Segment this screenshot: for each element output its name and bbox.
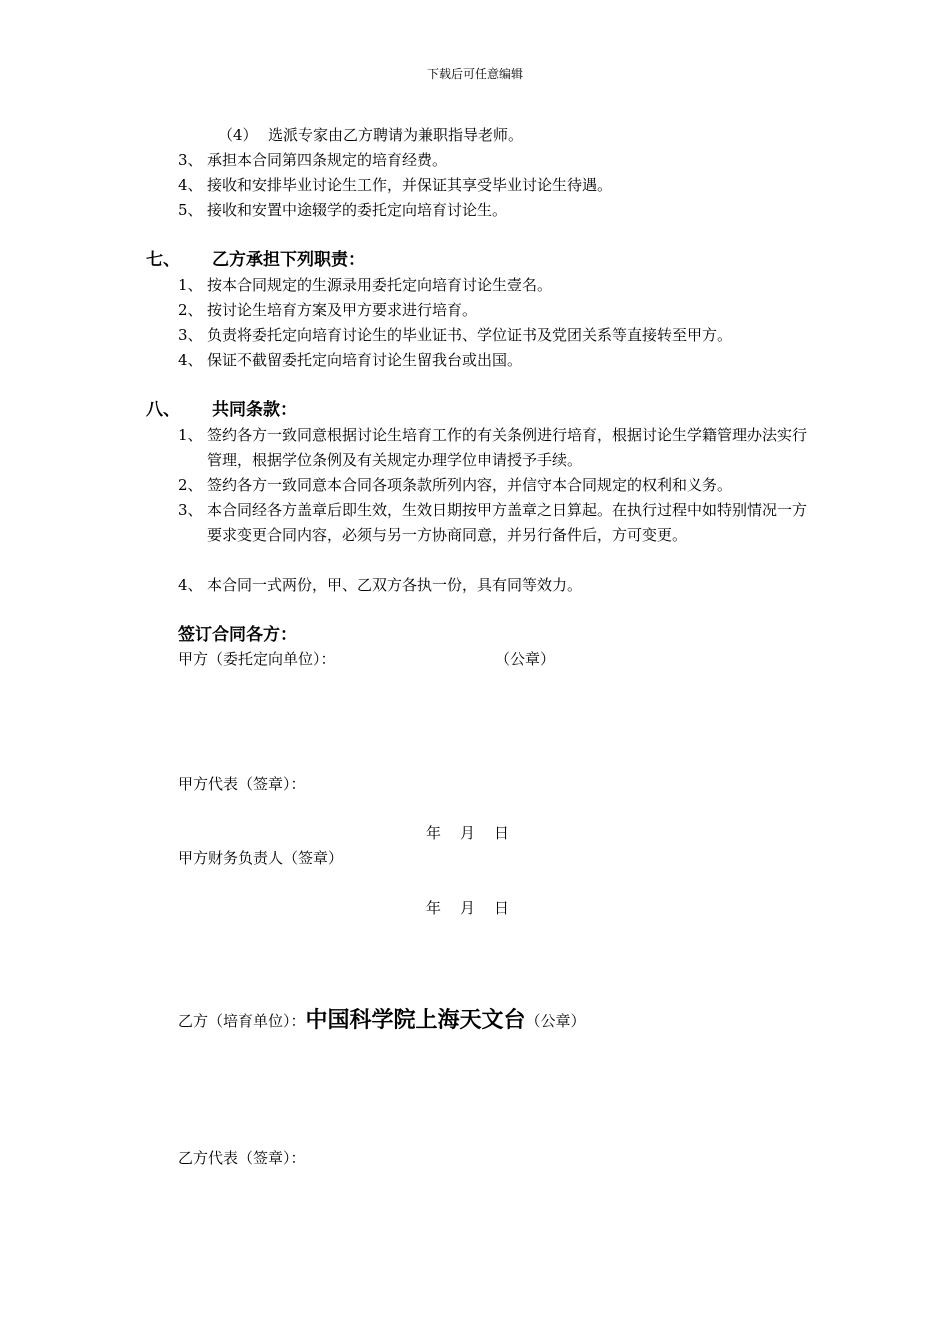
party-a-label: 甲方（委托定向单位）： bbox=[178, 650, 336, 668]
item-text: 承担本合同第四条规定的培育经费。 bbox=[207, 151, 448, 169]
list-item bbox=[178, 478, 732, 493]
item-number: 2、 bbox=[178, 301, 203, 319]
list-item bbox=[178, 278, 552, 293]
item-text: 接收和安置中途辍学的委托定向培育讨论生。 bbox=[207, 201, 508, 219]
item-text: 按讨论生培育方案及甲方要求进行培育。 bbox=[207, 301, 478, 319]
item-text: 保证不截留委托定向培育讨论生留我台或出国。 bbox=[207, 351, 523, 369]
party-a-seal: （公章） bbox=[495, 650, 556, 668]
party-b-representative: 乙方代表（签章）： bbox=[178, 1149, 306, 1167]
list-item bbox=[218, 128, 523, 143]
list-item bbox=[178, 178, 612, 193]
date-month: 月 bbox=[460, 899, 476, 917]
section-title: 共同条款： bbox=[212, 400, 297, 420]
signatures-title: 签订合同各方： bbox=[178, 625, 297, 645]
date-year: 年 bbox=[426, 824, 442, 842]
item-text: 本合同一式两份，甲、乙双方各执一份，具有同等效力。 bbox=[207, 576, 583, 594]
list-item bbox=[178, 428, 810, 473]
party-a-finance-officer: 甲方财务负责人（签章） bbox=[178, 849, 344, 867]
item-number: 5、 bbox=[178, 201, 203, 219]
date-line bbox=[426, 901, 528, 916]
item-text: 负责将委托定向培育讨论生的毕业证书、学位证书及党团关系等直接转至甲方。 bbox=[207, 326, 733, 344]
section-number: 七、 bbox=[146, 250, 180, 270]
item-number: （4） bbox=[218, 126, 258, 144]
section-title: 乙方承担下列职责： bbox=[212, 250, 365, 270]
party-b-seal: （公章） bbox=[525, 1011, 586, 1030]
list-item bbox=[178, 328, 732, 343]
item-text: 接收和安排毕业讨论生工作，并保证其享受毕业讨论生待遇。 bbox=[207, 176, 613, 194]
item-number: 3、 bbox=[178, 151, 203, 169]
page-header: 下载后可任意编辑 bbox=[426, 67, 523, 81]
item-text: 按本合同规定的生源录用委托定向培育讨论生壹名。 bbox=[207, 276, 553, 294]
party-a-representative: 甲方代表（签章）： bbox=[178, 775, 306, 793]
list-item bbox=[178, 303, 477, 318]
list-item bbox=[178, 503, 810, 548]
item-number: 3、 bbox=[178, 326, 203, 344]
item-number: 1、 bbox=[178, 426, 203, 444]
list-item bbox=[178, 578, 582, 593]
item-text: 签约各方一致同意根据讨论生培育工作的有关条例进行培育，根据讨论生学籍管理办法实行管理，根据学位条例及有关规定办理学位申请授予手续。 bbox=[207, 426, 808, 469]
section-7-heading bbox=[146, 252, 365, 269]
date-month: 月 bbox=[460, 824, 476, 842]
list-item bbox=[178, 353, 522, 368]
item-text: 本合同经各方盖章后即生效，生效日期按甲方盖章之日算起。在执行过程中如特别情况一方要求变更合同内容，必须与另一方协商同意，并另行备件后，方可变更。 bbox=[207, 501, 808, 544]
item-number: 1、 bbox=[178, 276, 203, 294]
section-number: 八、 bbox=[146, 400, 180, 420]
item-number: 4、 bbox=[178, 576, 203, 594]
item-text: 选派专家由乙方聘请为兼职指导老师。 bbox=[268, 126, 524, 144]
item-number: 4、 bbox=[178, 176, 203, 194]
party-b-line bbox=[178, 1010, 586, 1032]
item-number: 2、 bbox=[178, 476, 203, 494]
party-b-organization: 中国科学院上海天文台 bbox=[305, 1008, 526, 1033]
date-line bbox=[426, 826, 528, 841]
list-item bbox=[178, 153, 447, 168]
item-number: 3、 bbox=[178, 501, 203, 519]
party-b-label: 乙方（培育单位）： bbox=[178, 1011, 306, 1030]
list-item bbox=[178, 203, 507, 218]
date-year: 年 bbox=[426, 899, 442, 917]
item-number: 4、 bbox=[178, 351, 203, 369]
date-day: 日 bbox=[494, 824, 510, 842]
item-text: 签约各方一致同意本合同各项条款所列内容，并信守本合同规定的权利和义务。 bbox=[207, 476, 733, 494]
date-day: 日 bbox=[494, 899, 510, 917]
section-8-heading bbox=[146, 402, 297, 419]
